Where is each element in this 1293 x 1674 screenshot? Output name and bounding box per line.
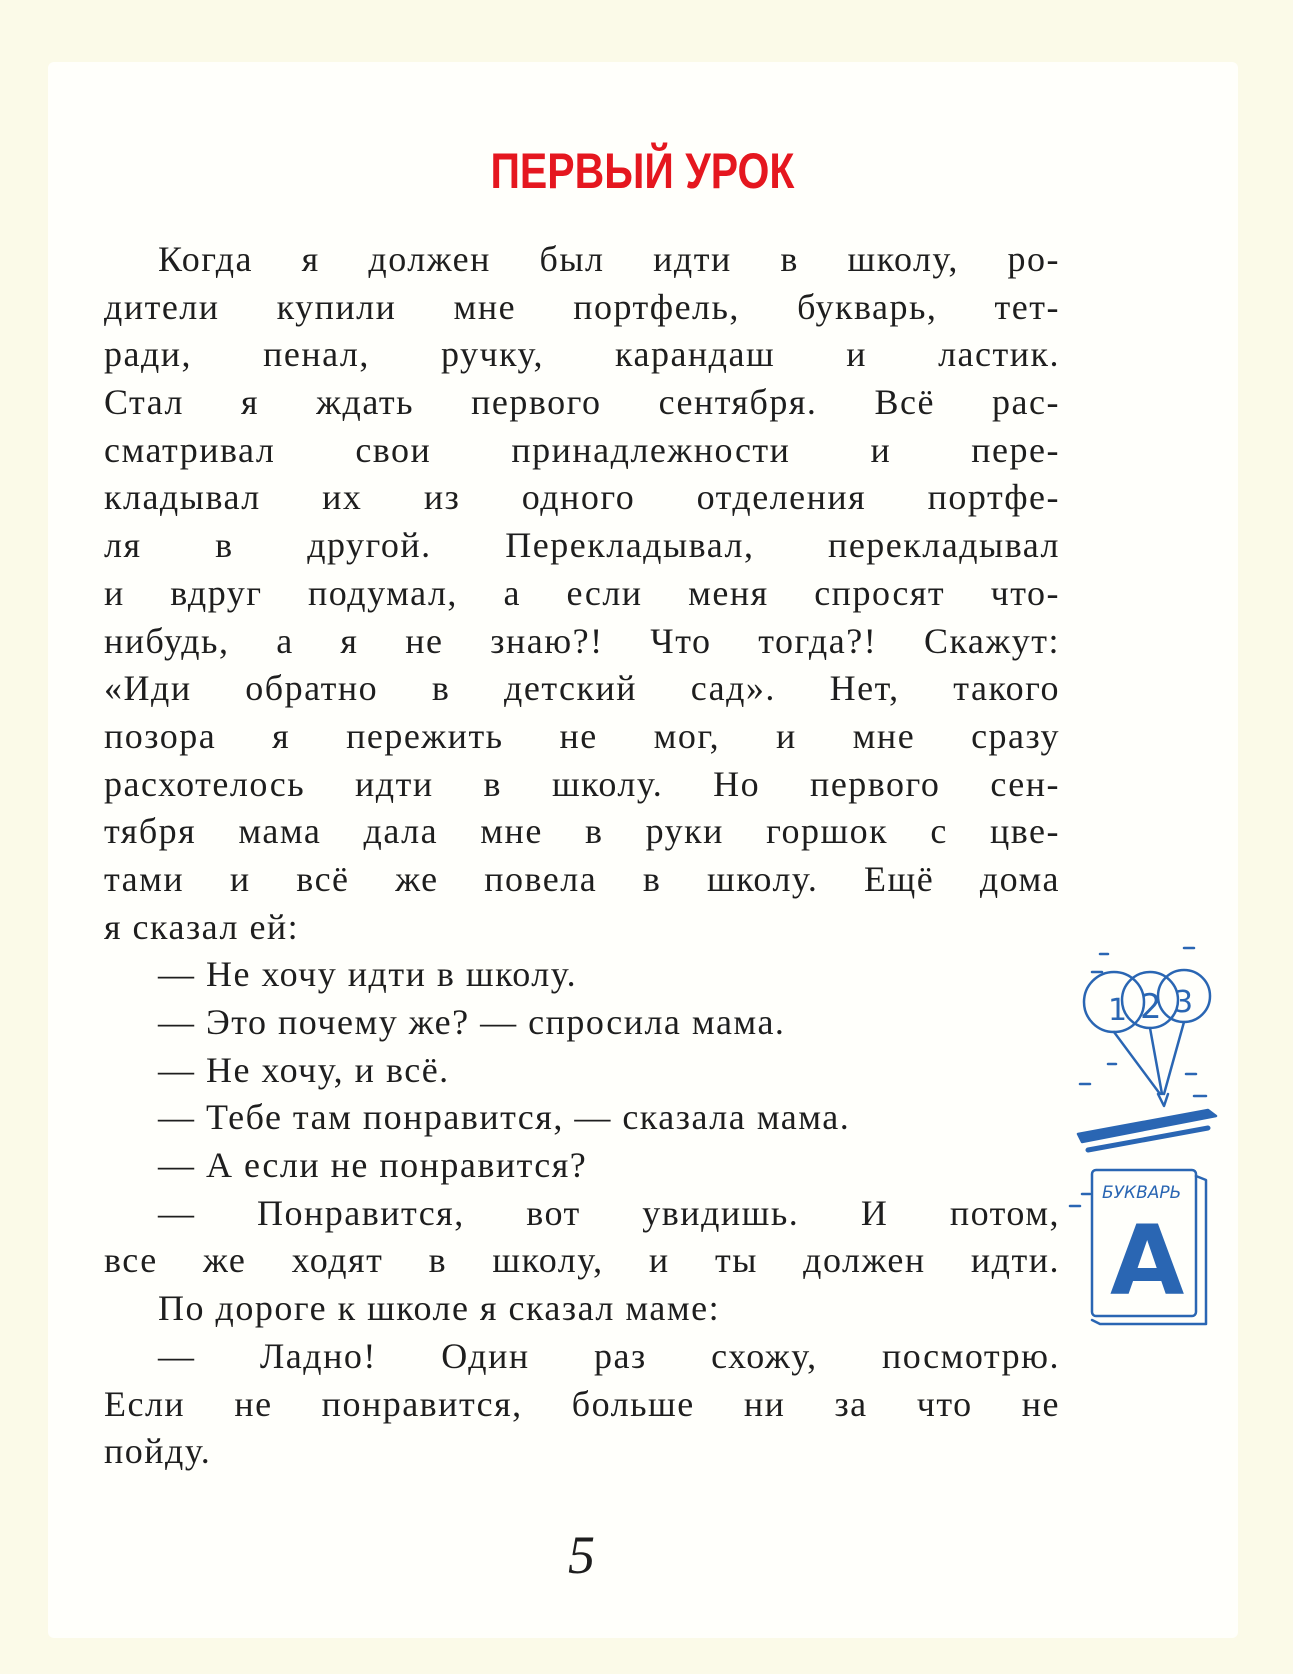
text-line: ради, пенал, ручку, карандаш и ластик. (104, 334, 1060, 375)
story-text (104, 236, 1060, 1476)
dialogue-line: — А если не понравится? (158, 1145, 588, 1186)
text-line: я сказал ей: (104, 906, 300, 947)
dialogue-line: — Не хочу идти в школу. (158, 954, 578, 995)
book-label: БУКВАРЬ (1102, 1183, 1182, 1203)
balloon-number: 3 (1174, 985, 1194, 1020)
text-line: Стал я ждать первого сентября. Всё рас- (104, 382, 1060, 423)
text-line: дители купили мне портфель, букварь, тет- (104, 286, 1060, 327)
dialogue-line: По дороге к школе я сказал маме: (158, 1288, 721, 1329)
decor-dash (1080, 1064, 1206, 1096)
decor-dash (1092, 948, 1194, 972)
dialogue-line: — Не хочу, и всё. (158, 1049, 450, 1090)
dialogue-line: — Это почему же? — спросила мама. (158, 1002, 786, 1042)
text-line: нибудь, а я не знаю?! Что тогда?! Скажут: (104, 620, 1060, 661)
text-line: и вдруг подумал, а если меня спросят что- (104, 572, 1060, 613)
decor-dash (1070, 1194, 1090, 1206)
chapter-title: ПЕРВЫЙ УРОК (490, 143, 795, 199)
dialogue-line: — Понравится, вот увидишь. И потом, (158, 1192, 1060, 1233)
balloon-number: 1 (1108, 993, 1128, 1028)
book-letter: А (1110, 1205, 1185, 1317)
dialogue-line: — Ладно! Один раз схожу, посмотрю. (158, 1335, 1060, 1376)
dialogue-line: все же ходят в школу, и ты должен идти. (104, 1240, 1060, 1281)
text-line: «Иди обратно в детский сад». Нет, такого (104, 668, 1060, 709)
balloon-strings (1114, 1022, 1184, 1094)
text-line: кладывал их из одного отделения портфе- (104, 477, 1060, 518)
text-line: тами и всё же повела в школу. Ещё дома (104, 858, 1060, 899)
text-line: ля в другой. Перекладывал, перекладывал (104, 525, 1060, 566)
balloon-knot (1158, 1094, 1168, 1106)
page-number: 5 (568, 1525, 595, 1585)
dialogue-line: Если не понравится, больше ни за что не (104, 1383, 1060, 1424)
dialogue-line: пойду. (104, 1431, 212, 1472)
text-line: расхотелось идти в школу. Но первого сен- (104, 763, 1060, 804)
text-line: позора я пережить не мог, и мне сразу (104, 715, 1060, 756)
text-line: тября мама дала мне в руки горшок с цве- (104, 811, 1060, 852)
balloon-number: 2 (1140, 987, 1162, 1027)
school-supplies-illustration (1068, 944, 1218, 1364)
text-line: Когда я должен был идти в школу, ро- (158, 239, 1060, 279)
dialogue-line: — Тебе там понравится, — сказала мама. (158, 1097, 851, 1138)
text-line: сматривал свои принадлежности и пере- (104, 429, 1060, 470)
